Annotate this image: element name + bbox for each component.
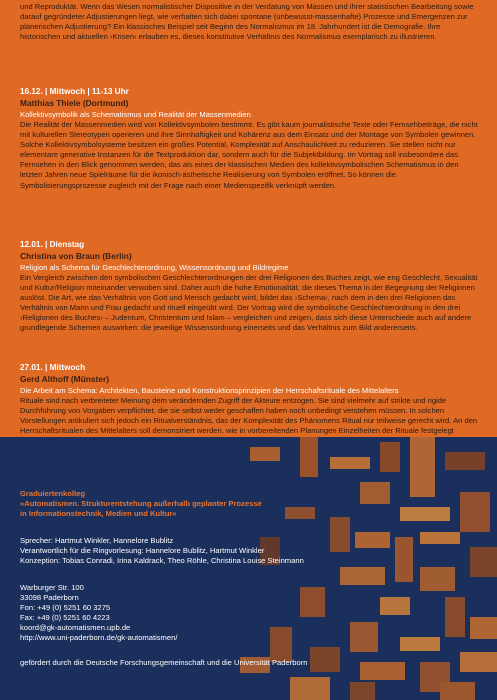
event-body-3: Rituale sind nach verbreiteter Meinung dem verändernden Zugriff der Akteure entzogen. Sie sind vielmehr auf strikte und rigide Durchführung von Vorgaben verpflichtet, die sie selbst weder geschaffen haben noch unbedingt verstehen müssen. In solchen Vorstellungen artikuliert sich jedoch ein Ritualverständnis, das der Komplexität des Phänomens Ritual nur teilweise gerecht wird. An den Herrschaftsritualen des Mittelalters soll demonstriert werden, wie in vorbereitenden Planungen Einzelheiten der Rituale festgelegt	[20, 396, 478, 436]
sprecher-line: Sprecher: Hartmut Winkler, Hannelore Bublitz	[20, 536, 174, 545]
intro-paragraph: und Reproduktät. Wenn das Wesen normalistischer Dispositive in der Verdatung von Massen und ihrer statistischen Bearbeitung sowie darauf gegründeter Adjustierungen liegt, wie verhalten sich dabei spontane (unbewusst-massenhafte) Prozesse und Emergenzen zur planerischen Adjustierung? Ein klassisches Beispiel seit Beginn des Normalismus im 18. Jahrhundert ist die Demografie. Ihre historischen und aktuellen ›Krisen‹ erlauben es, dieses konstitutive Verhältnis des Normalismus exemplarisch zu illustrieren.	[20, 2, 474, 42]
phone-number: Fon: +49 (0) 5251 60 3275	[20, 603, 111, 612]
kolleg-title-line1: »Automatismen. Strukturentstehung außerhalb geplanter Prozesse	[20, 499, 262, 508]
event-title-3: Die Arbeit am Schema: Architekten, Bausteine und Konstruktionsprinzipien der Herrschaftsrituale des Mittelalters	[20, 386, 399, 395]
kolleg-title-line2: in Informationstechnik, Medien und Kultur«	[20, 509, 177, 518]
konzeption-line: Konzeption: Tobias Conradi, Irina Kaldrack, Theo Röhle, Christina Louise Steinmann	[20, 556, 304, 565]
verantwortlich-line: Verantwortlich für die Ringvorlesung: Hannelore Bublitz, Hartmut Winkler	[20, 546, 265, 555]
footer-section	[0, 437, 497, 700]
email-link[interactable]: koord@gk-automatismen.upb.de	[20, 623, 131, 632]
website-link[interactable]: http://www.uni-paderborn.de/gk-automatismen/	[20, 633, 178, 642]
event-speaker-1: Matthias Thiele (Dortmund)	[20, 98, 129, 108]
event-date-2: 12.01. | Dienstag	[20, 240, 85, 249]
fax-number: Fax: +49 (0) 5251 60 4223	[20, 613, 110, 622]
event-speaker-2: Christina von Braun (Berlin)	[20, 251, 132, 261]
funding-note: gefördert durch die Deutsche Forschungsgemeinschaft und die Universität Paderborn	[20, 658, 308, 667]
event-title-2: Religion als Schema für Geschlechterordnung, Wissensordnung und Bildregime	[20, 263, 289, 272]
event-date-1: 16.12. | Mittwoch | 11-13 Uhr	[20, 87, 129, 96]
address-street: Warburger Str. 100	[20, 583, 84, 592]
event-body-2: Ein Vergleich zwischen den symbolischen Geschlechterordnungen der drei Religionen des Buches zeigt, wie eng Geschlecht, Sexualität und Kultur/Religion miteinander verwoben sind. Daher auch die hohe Emotionalität, die dieses Thema in der Begegnung der Religionen auslöst. Die Art, wie das Verhältnis von Gott und Mensch gedacht wird, bildet das ›Schema‹, nach dem in den drei Religionen das Verhältnis von Mann und Frau gedacht und rituell eingeübt wird. Der Vortrag wird die symbolische Geschlechterordnung in den drei ›Religionen des Buches‹ – Judentum, Christentum und Islam – vergleichen und zeigen, dass sich diese Unterschiede auch auf andere grundlegende Schemen auswirken: die jeweilige Wissensordnung einerseits und das Verhältnis zum Bild andererseits.	[20, 273, 478, 333]
event-speaker-3: Gerd Althoff (Münster)	[20, 374, 110, 384]
kolleg-label: Graduiertenkolleg	[20, 489, 85, 498]
event-body-1: Die Realität der Massenmedien wird von Kollektivsymbolen bestimmt. Es gibt kaum journalistische Texte oder Fernsehbeiträge, die nicht mit kulturellen Stereotypen operieren und ihre Sinnhaftigkeit und Kohärenz aus dem Einsatz und der Montage von Symbolen gewinnen. Solche Kollektivsymbolsysteme besitzen ein großes Potential, Komplexität auf Anschaulichkeit zu reduzieren. Sie stellen nicht nur elementare generative Instanzen für die Textproduktion dar, sondern auch für die Subjektbildung. Im Vortrag soll insbesondere das Fernsehen in den Blick genommen werden, das als eines der klassischen Medien des kollektivsymbolischen Schematismus in den letzten Jahren neue Spielräume für die ikonisch-ästhetische Realisierung von Symbolen eröffnet. So können die Symbolisierungsprozesse zugleich mit der Frage nach einer Medienspezifik verknüpft werden.	[20, 120, 478, 190]
event-title-1: Kollektivsymbolik als Schematismus und Realität der Massenmedien	[20, 110, 251, 119]
event-date-3: 27.01. | Mittwoch	[20, 363, 86, 372]
address-city: 33098 Paderborn	[20, 593, 79, 602]
